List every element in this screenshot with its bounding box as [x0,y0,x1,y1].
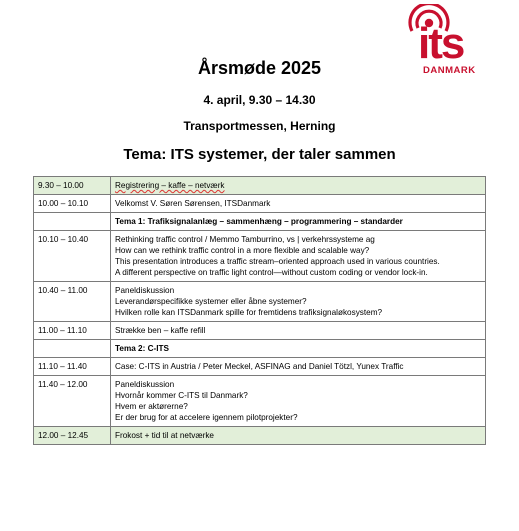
agenda-time: 11.10 – 11.40 [34,358,111,376]
agenda-time: 12.00 – 12.45 [34,427,111,445]
agenda-row [34,213,486,231]
agenda-row [34,231,486,282]
agenda-description [111,376,486,427]
agenda-row [34,376,486,427]
agenda-line: Tema 2: C-ITS [115,344,169,353]
event-date: 4. april, 9.30 – 14.30 [203,93,316,107]
agenda-line: Case: C-ITS in Austria / Peter Meckel, ASFINAG and Daniel Tötzl, Yunex Traffic [115,362,404,371]
agenda-description [111,282,486,322]
agenda-row [34,282,486,322]
agenda-theme-heading [111,213,486,231]
agenda-row [34,358,486,376]
agenda-line: Paneldiskussion [115,286,175,295]
agenda-row [34,322,486,340]
agenda-line: This presentation introduces a traffic stream–oriented approach used in various countries. [115,257,440,266]
agenda-table [33,176,486,445]
agenda-description [111,322,486,340]
agenda-time: 10.40 – 11.00 [34,282,111,322]
event-venue: Transportmessen, Herning [183,119,336,133]
agenda-time: 9.30 – 10.00 [34,177,111,195]
agenda-time: 11.00 – 11.10 [34,322,111,340]
event-theme: Tema: ITS systemer, der taler sammen [123,146,396,163]
agenda-row [34,427,486,445]
agenda-row [34,195,486,213]
agenda-row [34,340,486,358]
agenda-description [111,427,486,445]
agenda-line: Registrering – kaffe – netværk [115,181,225,190]
agenda-time [34,340,111,358]
agenda-line: Hvornår kommer C-ITS til Danmark? [115,391,248,400]
agenda-description [111,358,486,376]
agenda-line: Er der brug for at accelere igennem pilotprojekter? [115,413,298,422]
agenda-line: How can we rethink traffic control in a more flexible and scalable way? [115,246,370,255]
agenda-time [34,213,111,231]
agenda-time: 11.40 – 12.00 [34,376,111,427]
agenda-line: Leverandørspecifikke systemer eller åbne systemer? [115,297,307,306]
agenda-row [34,177,486,195]
agenda-description [111,231,486,282]
agenda-line: Paneldiskussion [115,380,175,389]
agenda-description [111,195,486,213]
page-title: Årsmøde 2025 [197,58,322,78]
agenda-line: Strække ben – kaffe refill [115,326,206,335]
agenda-line: Frokost + tid til at netværke [115,431,214,440]
agenda-line: Hvilken rolle kan ITSDanmark spille for fremtidens trafiksignaløkosystem? [115,308,383,317]
agenda-line: Hvem er aktørerne? [115,402,188,411]
agenda-description [111,177,486,195]
agenda-line: Tema 1: Trafiksignalanlæg – sammenhæng – programmering – standarder [115,217,403,226]
logo-danmark-text: DANMARK [423,65,476,76]
agenda-theme-heading [111,340,486,358]
agenda-line: Rethinking traffic control / Memmo Tamburrino, vs | verkehrssysteme ag [115,235,375,244]
agenda-line: Velkomst V. Søren Sørensen, ITSDanmark [115,199,271,208]
agenda-time: 10.00 – 10.10 [34,195,111,213]
logo-its-text: its [418,19,464,68]
agenda-line: A different perspective on traffic light control—without custom coding or vendor lock-in. [115,268,428,277]
agenda-time: 10.10 – 10.40 [34,231,111,282]
